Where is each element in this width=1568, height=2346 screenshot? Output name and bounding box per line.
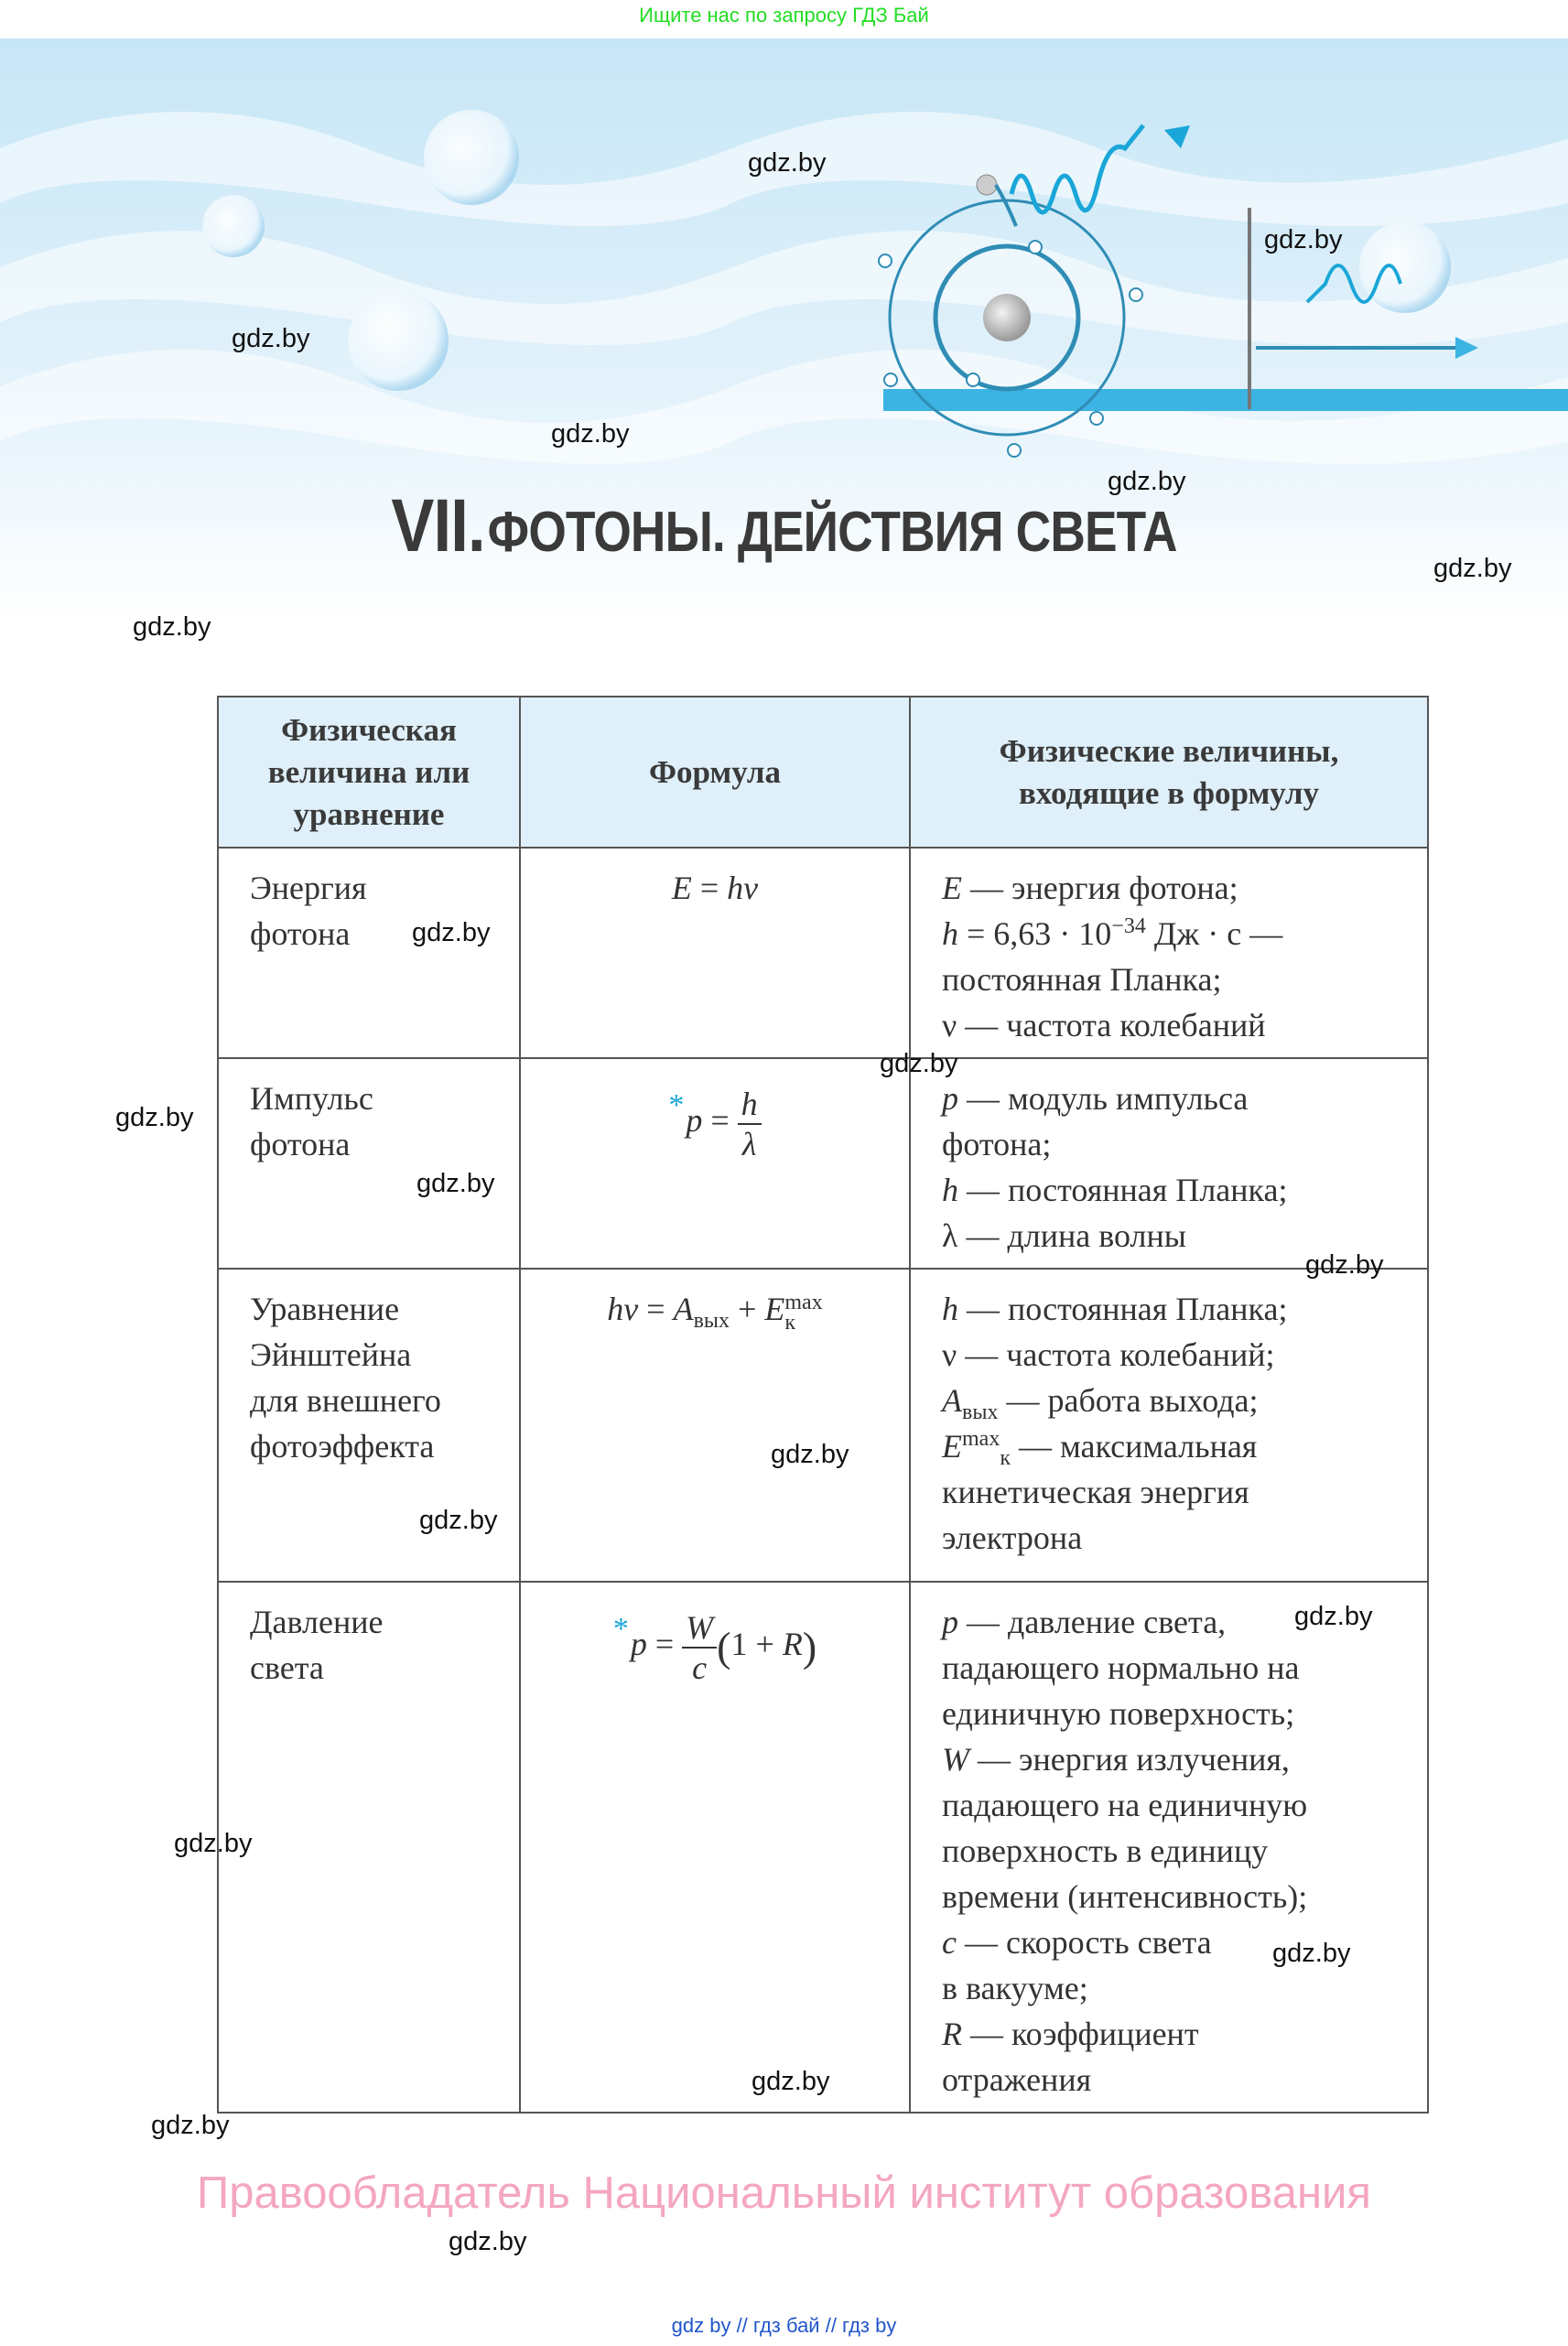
fraction bbox=[738, 1085, 762, 1163]
text-line: Давление bbox=[250, 1604, 384, 1640]
description-line bbox=[942, 1782, 1418, 1828]
description-line bbox=[942, 1874, 1418, 1919]
formula-symbol: = bbox=[691, 870, 728, 906]
table-row bbox=[218, 848, 1428, 1058]
text-line: Импульс bbox=[250, 1080, 373, 1117]
search-hint: Ищите нас по запросу ГДЗ Бай bbox=[639, 4, 929, 27]
description-line bbox=[942, 1691, 1418, 1736]
description-line bbox=[942, 1423, 1418, 1469]
formula-symbol: + bbox=[747, 1626, 783, 1662]
formula-symbol: p bbox=[686, 1102, 703, 1139]
formula-symbol: h bbox=[607, 1291, 624, 1327]
description-segment: p bbox=[942, 1604, 958, 1640]
text-line: Уравнение bbox=[250, 1291, 400, 1327]
description-segment: = 6,63 · 10 bbox=[958, 915, 1112, 952]
formula-subscript: вых bbox=[693, 1309, 730, 1333]
formula-symbol: R bbox=[782, 1626, 803, 1662]
description-segment: — работа выхода; bbox=[998, 1382, 1259, 1419]
formula-symbol: h bbox=[727, 870, 744, 906]
description-segment: W bbox=[942, 1741, 969, 1778]
description-segment: электрона bbox=[942, 1519, 1083, 1556]
quantity-cell bbox=[218, 1582, 520, 2113]
formula-subscript: к bbox=[784, 1310, 796, 1335]
description-segment: — энергия излучения, bbox=[969, 1741, 1290, 1778]
description-segment: h bbox=[942, 1291, 958, 1327]
table-row bbox=[218, 1582, 1428, 2113]
formula-table bbox=[217, 696, 1429, 2114]
description-segment: — модуль импульса bbox=[958, 1080, 1249, 1117]
description-segment: ν — частота колебаний; bbox=[942, 1336, 1275, 1373]
description-segment: постоянная Планка; bbox=[942, 961, 1222, 998]
text-line: Энергия bbox=[250, 870, 367, 906]
denominator: λ bbox=[741, 1125, 757, 1162]
text-line: входящие в формулу bbox=[1018, 774, 1320, 811]
description-segment: — энергия фотона; bbox=[962, 870, 1238, 906]
description-segment: Дж · с — bbox=[1145, 915, 1283, 952]
denominator: c bbox=[692, 1649, 708, 1686]
text-line: Эйнштейна bbox=[250, 1336, 412, 1373]
description-cell bbox=[910, 1058, 1428, 1269]
formula-superscript: max bbox=[784, 1290, 823, 1314]
description-segment: поверхность в единицу bbox=[942, 1832, 1269, 1869]
formula-symbol: 1 bbox=[730, 1626, 748, 1662]
header-variables bbox=[910, 697, 1428, 848]
watermark: gdz.by bbox=[1433, 554, 1512, 583]
description-segment: ν — частота колебаний bbox=[942, 1007, 1266, 1043]
text-line: уравнение bbox=[293, 795, 445, 832]
watermark: gdz.by bbox=[115, 1103, 194, 1132]
quantity-cell bbox=[218, 848, 520, 1058]
watermark: gdz.by bbox=[748, 148, 827, 178]
description-line bbox=[942, 1515, 1418, 1561]
watermark: gdz.by bbox=[771, 1440, 849, 1469]
watermark: gdz.by bbox=[1294, 1602, 1373, 1631]
description-line bbox=[942, 957, 1418, 1002]
text-line: величина или bbox=[267, 753, 470, 790]
formula-einstein bbox=[521, 1270, 909, 1333]
bottom-links[interactable]: gdz by // гдз бай // гдз by bbox=[671, 2314, 897, 2337]
text-line: света bbox=[250, 1649, 324, 1686]
description-line bbox=[942, 1965, 1418, 2011]
description-segment: A bbox=[942, 1382, 962, 1419]
numerator: W bbox=[682, 1608, 717, 1649]
formula-momentum bbox=[521, 1059, 909, 1163]
watermark: gdz.by bbox=[416, 1169, 495, 1198]
watermark: gdz.by bbox=[232, 324, 310, 353]
formula-symbol: = bbox=[702, 1102, 738, 1139]
description-segment: λ — длина волны bbox=[942, 1217, 1186, 1254]
watermark: gdz.by bbox=[419, 1506, 498, 1535]
description-segment: h bbox=[942, 915, 958, 952]
description-segment: — скорость света bbox=[956, 1924, 1212, 1961]
header-quantity bbox=[218, 697, 520, 848]
description-segment: падающего на единичную bbox=[942, 1787, 1308, 1823]
description-line bbox=[942, 2057, 1418, 2103]
description-segment: c bbox=[942, 1924, 957, 1961]
watermark: gdz.by bbox=[551, 419, 630, 449]
description-segment: единичную поверхность; bbox=[942, 1695, 1295, 1732]
description-segment: вых bbox=[962, 1400, 999, 1424]
watermark: gdz.by bbox=[449, 2227, 527, 2256]
formula-symbol: E bbox=[671, 870, 692, 906]
watermark: gdz.by bbox=[1305, 1250, 1384, 1280]
watermark: gdz.by bbox=[1272, 1939, 1351, 1968]
chapter-title-text: ФОТОНЫ. ДЕЙСТВИЯ СВЕТА bbox=[487, 501, 1177, 564]
chapter-title bbox=[110, 483, 1458, 569]
description-line bbox=[942, 1002, 1418, 1048]
description-segment: кинетическая энергия bbox=[942, 1474, 1249, 1510]
description-segment: −34 bbox=[1111, 914, 1146, 938]
formula-cell bbox=[520, 1582, 910, 2113]
formula-energy bbox=[521, 849, 909, 911]
text-line: фотоэффекта bbox=[250, 1428, 435, 1465]
table-header-row bbox=[218, 697, 1428, 848]
description-line bbox=[942, 1645, 1418, 1691]
header-formula bbox=[520, 697, 910, 848]
text-line: Физическая bbox=[281, 711, 457, 748]
formula-pressure bbox=[521, 1583, 909, 1687]
description-cell bbox=[910, 1269, 1428, 1582]
description-line bbox=[942, 1736, 1418, 1782]
description-line bbox=[942, 1167, 1418, 1213]
description-segment: — постоянная Планка; bbox=[958, 1172, 1288, 1208]
description-segment: R bbox=[942, 2016, 962, 2052]
formula-cell bbox=[520, 848, 910, 1058]
description-line bbox=[942, 1378, 1418, 1423]
formula-symbol: = bbox=[638, 1291, 674, 1327]
description-line bbox=[942, 1469, 1418, 1515]
text-line: фотона bbox=[250, 915, 351, 952]
copyright-footer: Правообладатель Национальный институт образования bbox=[197, 2168, 1371, 2218]
description-line bbox=[942, 1828, 1418, 1874]
description-segment: max bbox=[962, 1427, 1000, 1451]
description-segment: h bbox=[942, 1172, 958, 1208]
description-segment: к bbox=[1000, 1446, 1011, 1470]
description-cell bbox=[910, 1582, 1428, 2113]
watermark: gdz.by bbox=[133, 612, 211, 642]
description-segment: E bbox=[942, 870, 962, 906]
asterisk-icon: * bbox=[612, 1612, 629, 1646]
description-segment: — давление света, bbox=[958, 1604, 1227, 1640]
watermark: gdz.by bbox=[1264, 225, 1343, 254]
description-line bbox=[942, 911, 1418, 957]
text-line: Формула bbox=[648, 753, 782, 790]
watermark: gdz.by bbox=[412, 918, 491, 947]
watermark: gdz.by bbox=[174, 1829, 253, 1858]
watermark: gdz.by bbox=[1108, 467, 1186, 496]
formula-symbol: ν bbox=[623, 1291, 639, 1327]
description-segment: p bbox=[942, 1080, 958, 1117]
formula-symbol: ν bbox=[743, 870, 759, 906]
formula-symbol: + bbox=[730, 1291, 765, 1327]
description-segment: в вакууме; bbox=[942, 1970, 1088, 2006]
description-segment: падающего нормально на bbox=[942, 1649, 1300, 1686]
formula-symbol: p bbox=[630, 1626, 647, 1662]
text-line: для внешнего bbox=[250, 1382, 441, 1419]
description-segment: фотона; bbox=[942, 1126, 1052, 1162]
watermark: gdz.by bbox=[880, 1049, 958, 1078]
description-line bbox=[942, 865, 1418, 911]
description-line bbox=[942, 1121, 1418, 1167]
description-segment: отражения bbox=[942, 2061, 1092, 2098]
description-cell bbox=[910, 848, 1428, 1058]
numerator: h bbox=[738, 1085, 762, 1125]
description-segment: — максимальная bbox=[1011, 1428, 1258, 1465]
formula-symbol: E bbox=[764, 1291, 785, 1327]
watermark: gdz.by bbox=[151, 2111, 230, 2140]
description-segment: E bbox=[942, 1428, 962, 1465]
quantity-cell bbox=[218, 1058, 520, 1269]
formula-symbol: ) bbox=[802, 1623, 817, 1670]
watermark: gdz.by bbox=[752, 2067, 830, 2096]
formula-cell bbox=[520, 1058, 910, 1269]
table-row bbox=[218, 1269, 1428, 1582]
description-line bbox=[942, 1076, 1418, 1121]
text-line: Физические величины, bbox=[999, 732, 1339, 769]
fraction bbox=[682, 1608, 717, 1687]
table-row bbox=[218, 1058, 1428, 1269]
description-line bbox=[942, 1286, 1418, 1332]
formula-symbol: = bbox=[646, 1626, 683, 1662]
description-line bbox=[942, 1332, 1418, 1378]
description-segment: — коэффициент bbox=[962, 2016, 1199, 2052]
formula-symbol: A bbox=[673, 1291, 694, 1327]
description-line bbox=[942, 2011, 1418, 2057]
description-segment: времени (интенсивность); bbox=[942, 1878, 1308, 1915]
asterisk-icon: * bbox=[668, 1088, 685, 1122]
description-segment: — постоянная Планка; bbox=[958, 1291, 1288, 1327]
chapter-number: VII. bbox=[391, 484, 485, 568]
text-line: фотона bbox=[250, 1126, 351, 1162]
formula-symbol: ( bbox=[717, 1623, 731, 1670]
formula-cell bbox=[520, 1269, 910, 1582]
